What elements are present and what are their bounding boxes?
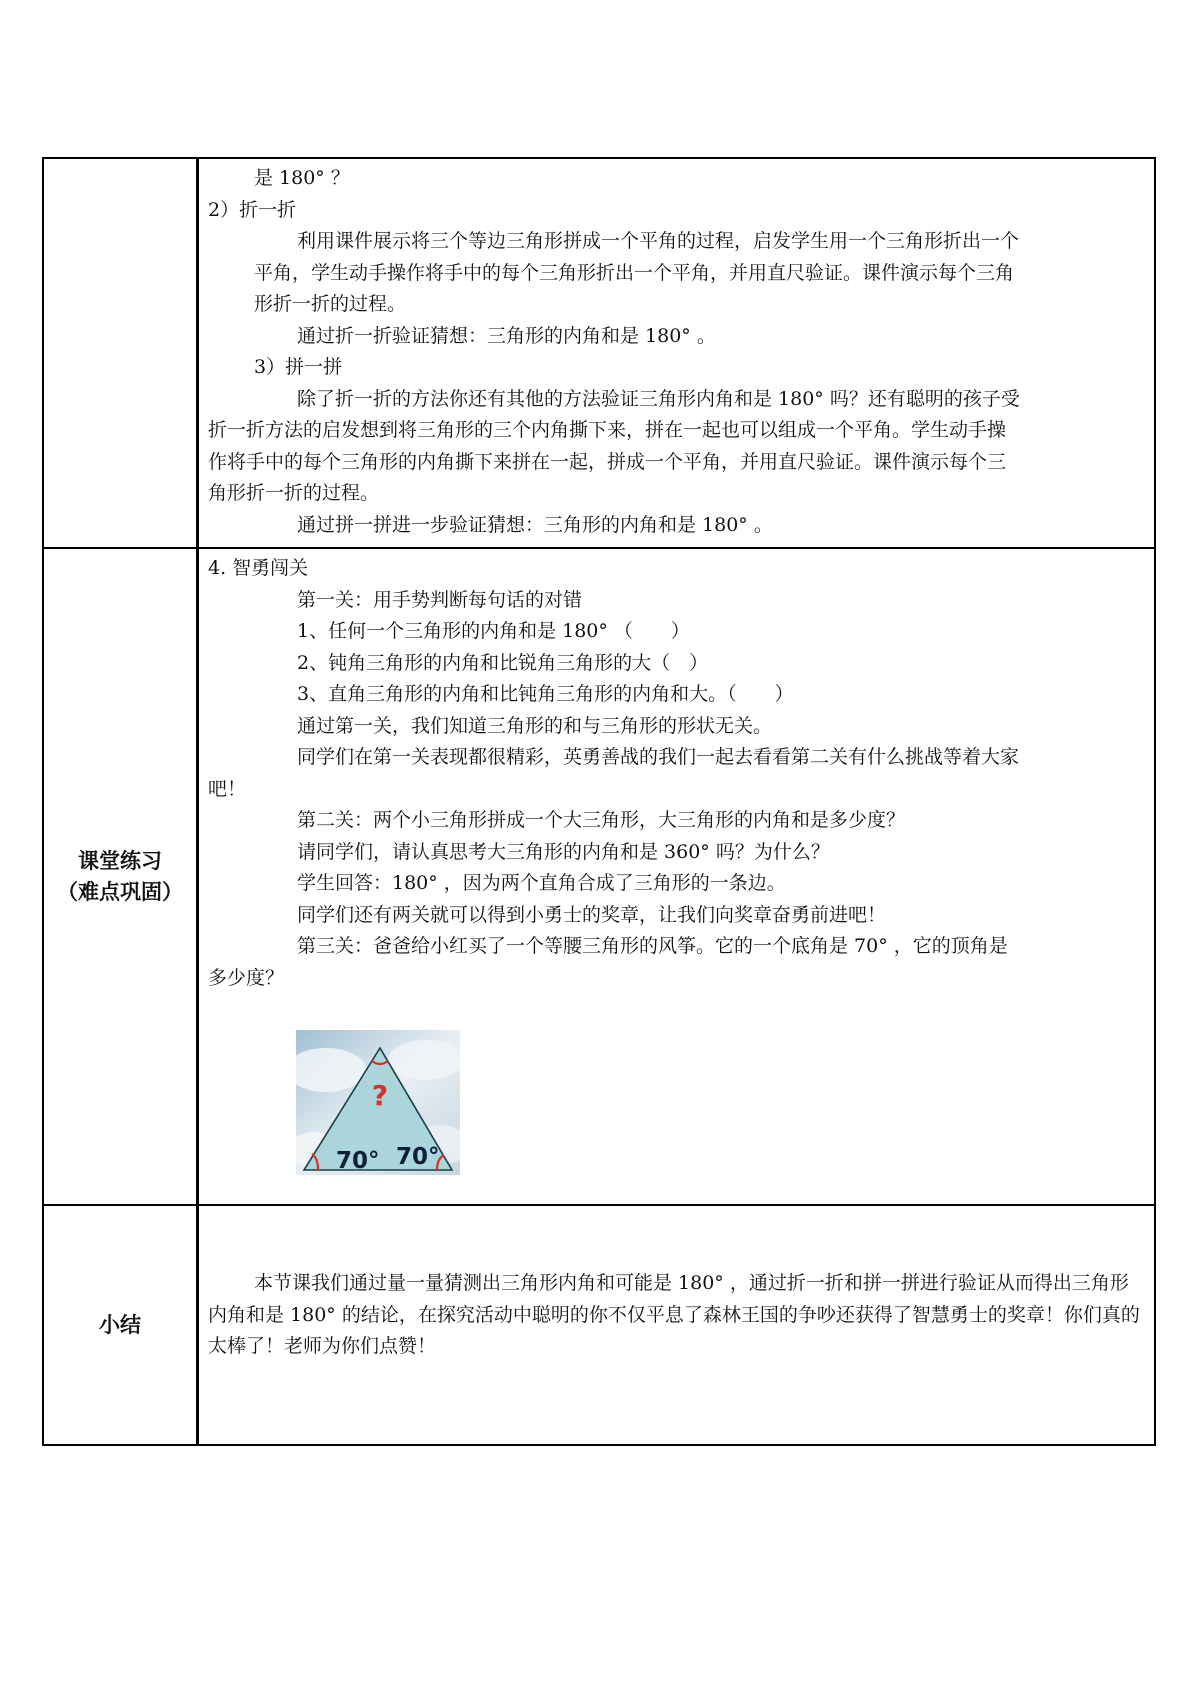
text-line: 通过第一关，我们知道三角形的和与三角形的形状无关。 bbox=[297, 714, 773, 737]
row-label-cell bbox=[43, 158, 198, 548]
text-line: 通过折一折验证猜想：三角形的内角和是 180° 。 bbox=[297, 324, 716, 347]
table-row bbox=[43, 1205, 1155, 1445]
text-line: 同学们在第一关表现都很精彩，英勇善战的我们一起去看看第二关有什么挑战等着大家 bbox=[297, 746, 1020, 768]
row-content-cell bbox=[198, 1205, 1156, 1445]
row-content-cell bbox=[198, 548, 1156, 1205]
text-line: 吧！ bbox=[208, 777, 247, 800]
row-label: 小结 bbox=[99, 1312, 141, 1337]
isosceles-triangle-figure bbox=[296, 1030, 460, 1175]
text-line: 第一关：用手势判断每句话的对错 bbox=[297, 588, 583, 611]
text-line: 2、钝角三角形的内角和比锐角三角形的大（ ） bbox=[297, 651, 709, 674]
text-line: 了智慧勇士的奖章！你们真的太棒了！老师为你们点赞！ bbox=[208, 1303, 1140, 1357]
summary-paragraph bbox=[208, 1268, 1144, 1363]
text-line: 第二关：两个小三角形拼成一个大三角形，大三角形的内角和是多少度？ bbox=[297, 809, 906, 831]
row-label-line: （难点巩固） bbox=[57, 879, 183, 904]
text-line: 请同学们，请认真思考大三角形的内角和是 360° 吗？为什么？ bbox=[297, 840, 830, 863]
text-line: 利用课件展示将三个等边三角形拼成一个平角的过程，启发学生用一个三角形折出一个 bbox=[297, 230, 1020, 252]
summary-text bbox=[199, 1206, 1154, 1363]
text-line: 而得出三角形内角和是 180° 的结论，在探究活动中聪明的你不仅平息了森林王国的争吵还获得 bbox=[208, 1272, 1129, 1326]
text-line: 形折一折的过程。 bbox=[254, 293, 407, 315]
text-line: 折一折方法的启发想到将三角形的三个内角撕下来，拼在一起也可以组成一个平角。学生动手操 bbox=[208, 419, 1007, 441]
text-line: 是 180° ？ bbox=[254, 167, 350, 189]
lesson-plan-table bbox=[42, 157, 1156, 1446]
text-line: 1、任何一个三角形的内角和是 180° （ ） bbox=[297, 620, 690, 642]
section-heading: 2）折一折 bbox=[208, 198, 297, 221]
row-label-cell bbox=[43, 548, 198, 1205]
row-content-cell bbox=[198, 158, 1156, 548]
exercise-text bbox=[199, 549, 1154, 1181]
table-row bbox=[43, 158, 1155, 548]
table-row bbox=[43, 548, 1155, 1205]
text-line: 除了折一折的方法你还有其他的方法验证三角形内角和是 180° 吗？还有聪明的孩子受 bbox=[297, 387, 1020, 410]
row-label-line: 课堂练习 bbox=[78, 848, 162, 873]
text-line: 多少度？ bbox=[208, 966, 285, 989]
section-heading: 4. 智勇闯关 bbox=[208, 557, 309, 579]
row-label-cell bbox=[43, 1205, 198, 1445]
text-line: 本节课我们通过量一量猜测出三角形内角和可能是 180° ，通过折一折和拼一拼进行验证从 bbox=[254, 1272, 1015, 1294]
text-line: 通过拼一拼进一步验证猜想：三角形的内角和是 180° 。 bbox=[297, 513, 773, 536]
text-line: 第三关：爸爸给小红买了一个等腰三角形的风筝。它的一个底角是 70° ，它的顶角是 bbox=[297, 935, 1008, 957]
text-line: 平角，学生动手操作将手中的每个三角形折出一个平角，并用直尺验证。课件演示每个三角 bbox=[254, 261, 1015, 284]
text-line: 同学们还有两关就可以得到小勇士的奖章，让我们向奖章奋勇前进吧！ bbox=[297, 903, 887, 926]
unknown-angle-label: ? bbox=[371, 1079, 389, 1112]
verification-text bbox=[199, 159, 1154, 547]
text-line: 学生回答：180° ，因为两个直角合成了三角形的一条边。 bbox=[297, 872, 786, 894]
left-angle-label: 70° bbox=[336, 1148, 380, 1174]
text-line: 作将手中的每个三角形的内角撕下来拼在一起，拼成一个平角，并用直尺验证。课件演示每个三 bbox=[208, 450, 1007, 473]
text-line: 角形折一折的过程。 bbox=[208, 482, 380, 504]
text-line: 3、直角三角形的内角和比钝角三角形的内角和大。（ ） bbox=[297, 683, 794, 705]
section-heading: 3）拼一拼 bbox=[254, 356, 343, 378]
triangle-kite-image bbox=[296, 1030, 460, 1175]
right-angle-label: 70° bbox=[396, 1144, 440, 1170]
